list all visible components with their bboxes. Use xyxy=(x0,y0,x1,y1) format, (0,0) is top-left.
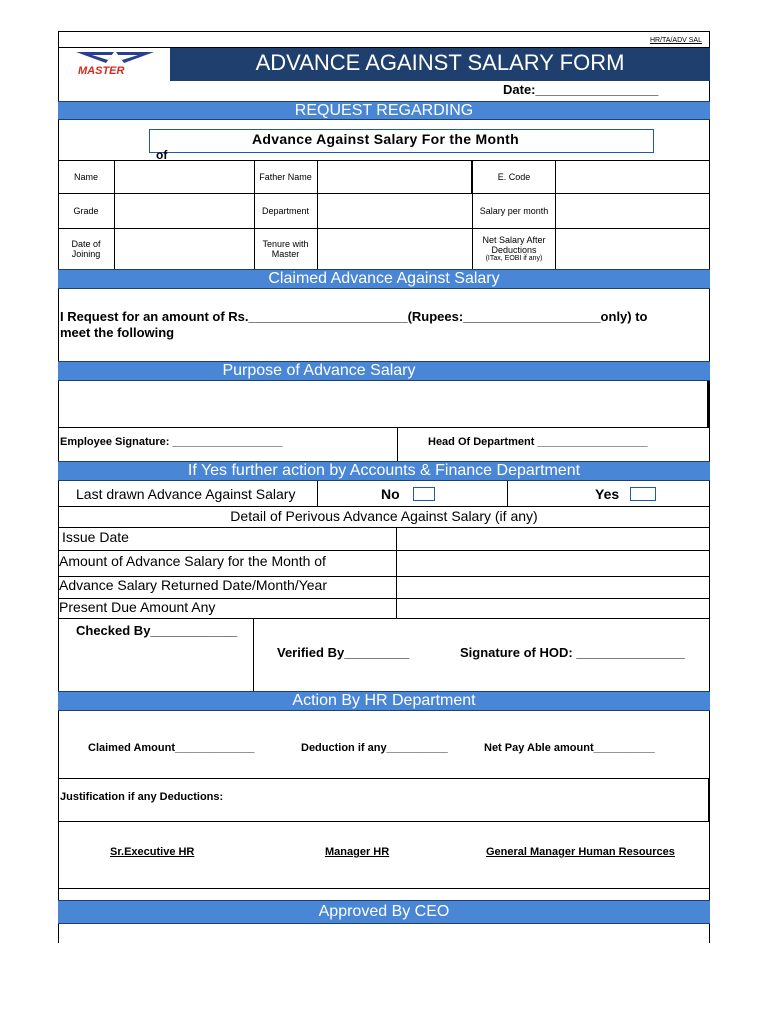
grade-input[interactable] xyxy=(115,194,254,228)
label-father-name: Father Name xyxy=(259,171,312,182)
verification-divider xyxy=(253,619,254,691)
deduction-if-any[interactable]: Deduction if any__________ xyxy=(301,742,448,754)
verified-by[interactable]: Verified By_________ xyxy=(277,645,410,660)
date-of-joining-input[interactable] xyxy=(115,229,254,269)
no-label: No xyxy=(381,486,400,502)
hod-signature[interactable]: Head Of Department __________________ xyxy=(428,436,648,448)
name-input[interactable] xyxy=(115,161,254,193)
signature-divider xyxy=(397,427,398,461)
returned-date-input[interactable] xyxy=(397,577,709,598)
label-grade: Grade xyxy=(73,205,99,216)
header-line xyxy=(58,47,710,48)
net-payable-amount[interactable]: Net Pay Able amount__________ xyxy=(484,742,655,754)
e-code-input[interactable] xyxy=(556,161,709,193)
logo-text: MASTER xyxy=(78,65,125,77)
gm-human-resources: General Manager Human Resources xyxy=(486,846,675,858)
amount-month-input[interactable] xyxy=(397,551,709,576)
label-salary: Salary per month xyxy=(479,205,549,216)
no-checkbox[interactable] xyxy=(413,487,435,501)
section-accounts: If Yes further action by Accounts & Finance Department xyxy=(58,461,710,481)
claim-text-line1: I Request for an amount of Rs.______________________(Rupees:___________________only) to xyxy=(60,309,648,324)
section-request-regarding: REQUEST REGARDING xyxy=(58,101,710,120)
label-net-salary xyxy=(473,228,555,269)
col-divider xyxy=(317,481,318,507)
department-input[interactable] xyxy=(318,194,471,228)
label-tenure: Tenure with Master xyxy=(262,238,309,259)
label-name: Name xyxy=(73,171,98,182)
label-date-of-joining: Date of Joining xyxy=(71,238,101,259)
logo xyxy=(62,46,168,82)
pre-ceo-line xyxy=(58,888,710,900)
present-due-input[interactable] xyxy=(397,599,709,619)
net-salary-text: Net Salary After Deductions xyxy=(482,235,546,255)
previous-row-label: Issue Date xyxy=(62,529,129,545)
section-purpose: Purpose of Advance Salary xyxy=(58,361,710,381)
previous-row-label: Advance Salary Returned Date/Month/Year xyxy=(59,577,327,593)
last-drawn-label: Last drawn Advance Against Salary xyxy=(76,486,296,502)
yes-label: Yes xyxy=(595,486,620,502)
section-hr: Action By HR Department xyxy=(58,691,710,711)
previous-row-label: Present Due Amount Any xyxy=(59,599,216,615)
manager-hr: Manager HR xyxy=(325,846,390,858)
hod-signature-line[interactable]: Signature of HOD: _______________ xyxy=(460,645,685,660)
label-department: Department xyxy=(261,205,310,216)
tenure-input[interactable] xyxy=(318,229,471,269)
issue-date-input[interactable] xyxy=(397,528,709,550)
yes-checkbox[interactable] xyxy=(630,487,656,501)
ref-code: HR/TA/ADV SAL xyxy=(650,37,702,44)
month-box-line2: of__________________ xyxy=(156,148,288,162)
claim-text-line2: meet the following xyxy=(60,325,175,340)
employee-signature[interactable]: Employee Signature: __________________ xyxy=(60,436,283,448)
date-field[interactable]: Date:_________________ xyxy=(503,82,659,97)
claimed-amount[interactable]: Claimed Amount_____________ xyxy=(88,742,255,754)
form-title: ADVANCE AGAINST SALARY FORM xyxy=(255,50,625,75)
purpose-input[interactable] xyxy=(58,381,709,427)
salary-input[interactable] xyxy=(556,194,709,228)
month-box-line1: Advance Against Salary For the Month xyxy=(252,131,519,147)
section-ceo: Approved By CEO xyxy=(58,900,710,924)
justification-label: Justification if any Deductions: xyxy=(60,791,224,803)
checked-by[interactable]: Checked By____________ xyxy=(76,623,238,638)
net-salary-input[interactable] xyxy=(556,229,709,269)
father-name-input[interactable] xyxy=(318,161,471,193)
net-salary-note: (ITax, EOBI if any) xyxy=(485,255,543,262)
previous-row-label: Amount of Advance Salary for the Month of xyxy=(59,553,326,569)
title-bar xyxy=(170,47,710,81)
previous-title: Detail of Perivous Advance Against Salary (if any) xyxy=(230,508,538,524)
col-divider xyxy=(507,481,508,507)
sr-executive-hr: Sr.Executive HR xyxy=(110,846,195,858)
section-claimed: Claimed Advance Against Salary xyxy=(58,269,710,289)
label-e-code: E. Code xyxy=(497,171,531,182)
